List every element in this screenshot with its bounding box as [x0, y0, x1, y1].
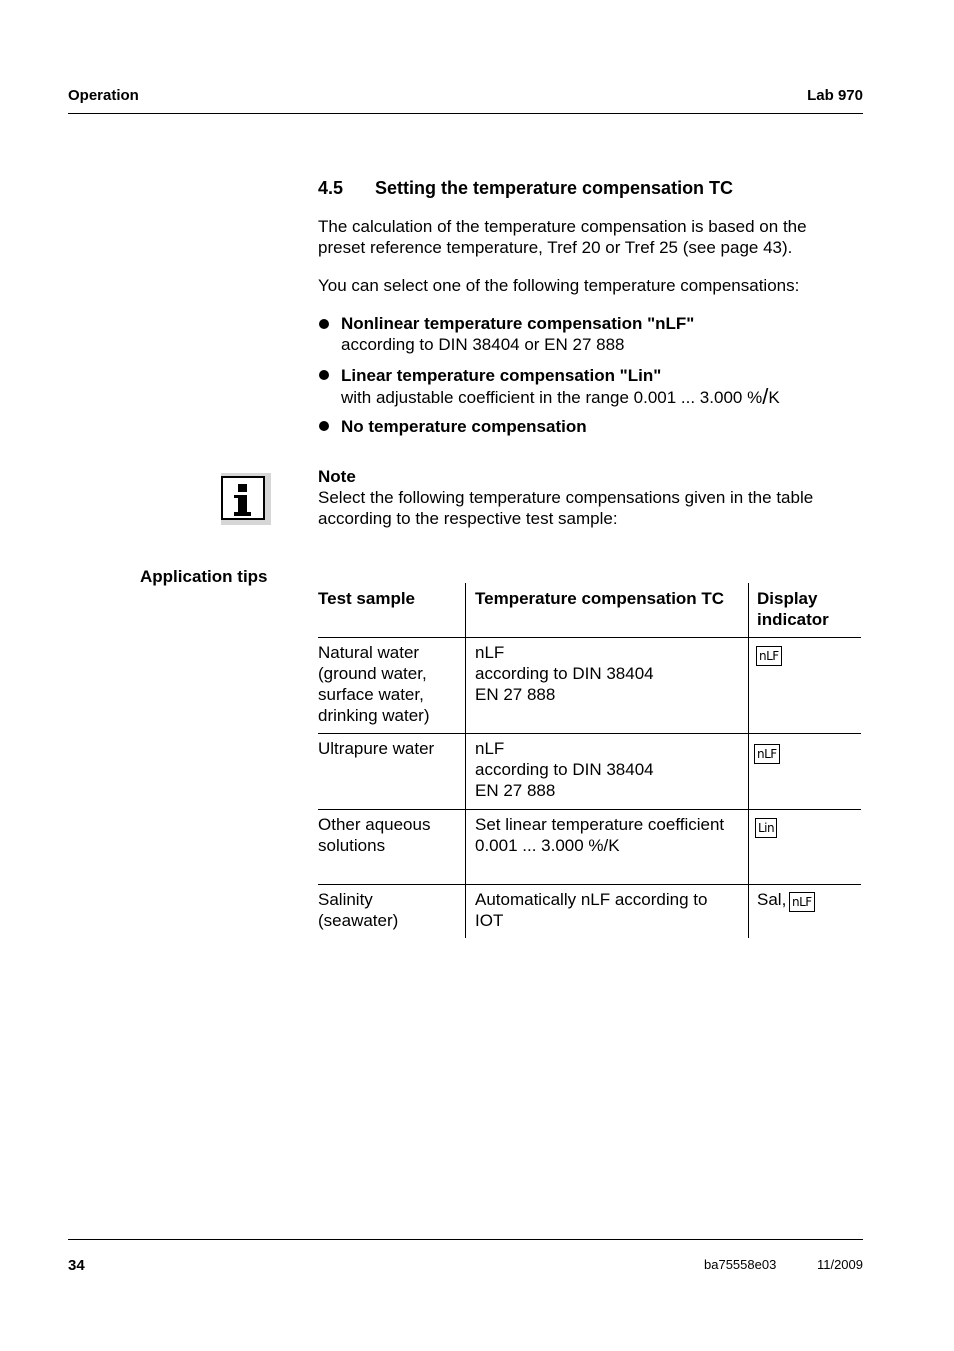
note-line-1: Select the following temperature compensations given in the table — [318, 488, 814, 507]
table-header-tc: Temperature compensation TC — [475, 589, 725, 608]
header-product-label: Lab 970 — [807, 87, 863, 104]
bullet-title: Nonlinear temperature compensation "nLF" — [341, 314, 695, 333]
display-indicator-nlf: nLF — [756, 646, 782, 666]
table-row-divider — [318, 884, 861, 885]
bullet-detail: according to DIN 38404 or EN 27 888 — [341, 335, 625, 354]
bullet-item-none — [341, 416, 587, 437]
note-title: Note — [318, 467, 356, 486]
table-row-tc: Automatically nLF according to IOT — [475, 890, 708, 930]
display-indicator-nlf: nLF — [754, 744, 780, 764]
display-indicator-lin: Lin — [755, 818, 777, 838]
bullet-dot-icon — [319, 421, 329, 431]
section-title: Setting the temperature compensation TC — [375, 178, 734, 198]
footer-rule — [68, 1239, 863, 1240]
header-rule — [68, 113, 863, 114]
table-header-sample: Test sample — [318, 589, 416, 608]
bullet-detail-unit-slash: / — [762, 384, 769, 409]
application-tips-label: Application tips — [140, 567, 268, 586]
section-number: 4.5 — [318, 178, 344, 198]
bullet-detail: with adjustable coefficient in the range 0.001 ... 3.000 % — [341, 388, 763, 407]
bullet-dot-icon — [319, 319, 329, 329]
bullet-detail-line — [341, 386, 780, 408]
display-indicator-prefix: Sal, — [757, 890, 787, 909]
table-row-divider — [318, 733, 861, 734]
bullet-item-lin — [341, 365, 780, 408]
table-row-sample: Other aqueous solutions — [318, 815, 431, 855]
intro-select-line: You can select one of the following temperature compensations: — [318, 276, 800, 295]
table-row-tc: nLF according to DIN 38404 EN 27 888 — [475, 643, 654, 704]
table-row-sample: Natural water (ground water, surface water, drinking water) — [318, 643, 430, 725]
document-date: 11/2009 — [816, 1257, 863, 1272]
bullet-dot-icon — [319, 370, 329, 380]
bullet-title: No temperature compensation — [341, 417, 587, 436]
intro-line-1: The calculation of the temperature compensation is based on the — [318, 217, 807, 236]
table-row-sample: Ultrapure water — [318, 739, 435, 758]
display-indicator-nlf: nLF — [789, 892, 815, 912]
table-row-divider — [318, 809, 861, 810]
table-row-divider — [318, 637, 861, 638]
document-id: ba75558e03 — [704, 1257, 777, 1272]
intro-line-2: preset reference temperature, Tref 20 or Tref 25 (see page 43). — [318, 238, 793, 257]
header-section-label: Operation — [68, 87, 139, 104]
page-number: 34 — [68, 1257, 85, 1274]
info-icon — [221, 473, 271, 525]
table-row-tc: Set linear temperature coefficient 0.001 ... 3.000 %/K — [475, 815, 725, 855]
note-line-2: according to the respective test sample: — [318, 509, 618, 528]
table-row-sample: Salinity (seawater) — [318, 890, 399, 930]
intro-paragraph — [318, 216, 807, 258]
note-block — [318, 466, 813, 529]
table-row-tc: nLF according to DIN 38404 EN 27 888 — [475, 739, 654, 800]
bullet-item-nlf — [341, 313, 694, 355]
bullet-detail-unit: K — [768, 388, 780, 407]
bullet-title: Linear temperature compensation "Lin" — [341, 366, 662, 385]
table-header-display: Display indicator — [757, 589, 829, 629]
